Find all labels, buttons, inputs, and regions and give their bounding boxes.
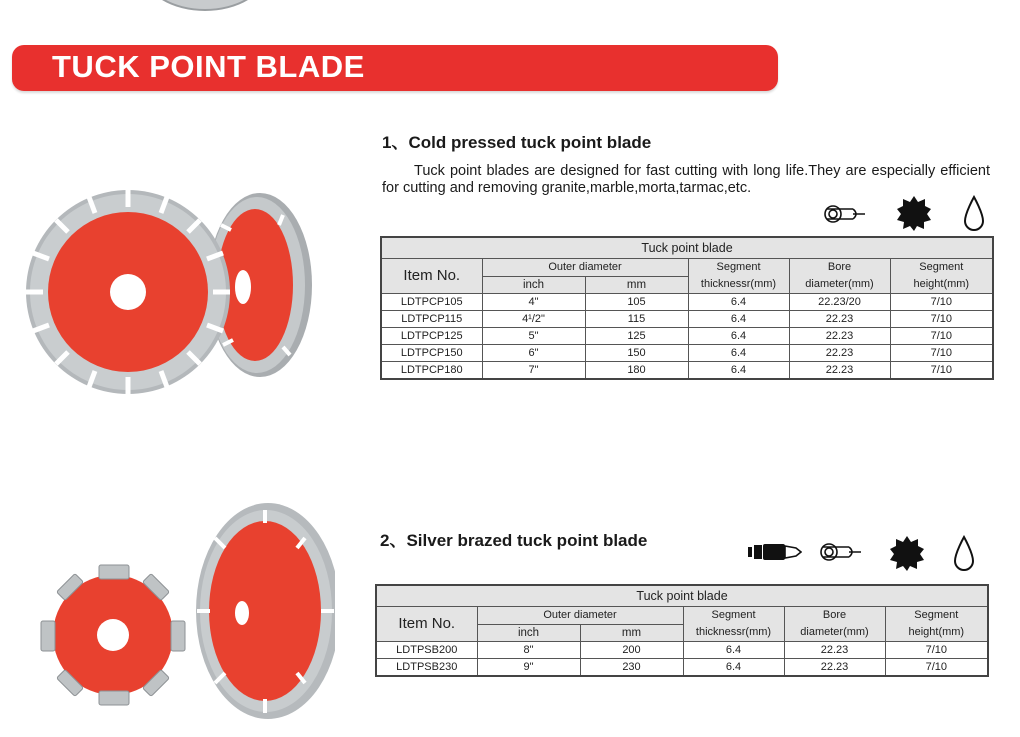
concrete-material-icon: [889, 535, 925, 576]
bore-cell: 22.23: [789, 311, 890, 328]
section1-description: [382, 163, 990, 197]
mm-cell: 115: [585, 311, 688, 328]
mm-header: mm: [585, 276, 688, 294]
table-row: [381, 294, 993, 311]
table-caption: Tuck point blade: [381, 237, 993, 259]
section1-spec-table: [380, 236, 994, 380]
segment-height-header: Segment height(mm): [890, 259, 993, 294]
inch-cell: 9": [477, 659, 580, 677]
mm-cell: 125: [585, 328, 688, 345]
inch-cell: 5": [482, 328, 585, 345]
section2-title: 2、Silver brazed tuck point blade: [380, 531, 648, 550]
bore-cell: 22.23: [784, 642, 885, 659]
thickness-cell: 6.4: [688, 311, 789, 328]
silver-brazed-blade-image: [35, 503, 335, 728]
bore-diameter-header: Bore diameter(mm): [789, 259, 890, 294]
inch-cell: 6": [482, 345, 585, 362]
height-cell: 7/10: [890, 345, 993, 362]
table-row: [381, 362, 993, 380]
bore-cell: 22.23: [789, 345, 890, 362]
section1-title: 1、Cold pressed tuck point blade: [382, 133, 652, 152]
item-cell: LDTPCP105: [381, 294, 482, 311]
table-row: [381, 345, 993, 362]
mm-cell: 105: [585, 294, 688, 311]
concrete-material-icon: [896, 195, 932, 236]
inch-header: inch: [482, 276, 585, 294]
item-cell: LDTPSB230: [376, 659, 477, 677]
bore-cell: 22.23: [789, 328, 890, 345]
inch-cell: 8": [477, 642, 580, 659]
segment-thickness-header: Segment thicknessr(mm): [688, 259, 789, 294]
water-drop-icon: [952, 535, 976, 578]
mm-cell: 180: [585, 362, 688, 380]
section-banner: [12, 45, 778, 91]
table-row: [381, 311, 993, 328]
segment-thickness-header: Segment thicknessr(mm): [683, 607, 784, 642]
outer-diameter-header: Outer diameter: [477, 607, 683, 625]
height-cell: 7/10: [890, 328, 993, 345]
mm-cell: 150: [585, 345, 688, 362]
inch-cell: 7": [482, 362, 585, 380]
cutting-wheel-icon: [823, 203, 867, 230]
thickness-cell: 6.4: [683, 659, 784, 677]
mm-header: mm: [580, 624, 683, 642]
cold-pressed-blade-image: [25, 185, 325, 400]
table-caption: Tuck point blade: [376, 585, 988, 607]
section2-spec-table: [375, 584, 989, 677]
inch-cell: 4¹/2": [482, 311, 585, 328]
height-cell: 7/10: [885, 659, 988, 677]
table-caption-row: [376, 585, 988, 607]
bore-cell: 22.23/20: [789, 294, 890, 311]
thickness-cell: 6.4: [683, 642, 784, 659]
bore-cell: 22.23: [789, 362, 890, 380]
item-cell: LDTPCP180: [381, 362, 482, 380]
inch-header: inch: [477, 624, 580, 642]
item-cell: LDTPSB200: [376, 642, 477, 659]
banner-title: TUCK POINT BLADE: [52, 49, 365, 84]
item-no-header: Item No.: [376, 607, 477, 642]
top-blade-partial-image: [140, 0, 270, 17]
cutting-wheel-icon: [819, 541, 863, 568]
section1-description-text: Tuck point blades are designed for fast cutting with long life.They are especially efficient for cutting and removing granite,marble,morta,tarmac,etc.: [382, 163, 990, 196]
item-no-header: Item No.: [381, 259, 482, 294]
table-caption-row: [381, 237, 993, 259]
table-row: [381, 328, 993, 345]
height-cell: 7/10: [890, 294, 993, 311]
table-row: [376, 642, 988, 659]
outer-diameter-header: Outer diameter: [482, 259, 688, 277]
height-cell: 7/10: [885, 642, 988, 659]
thickness-cell: 6.4: [688, 294, 789, 311]
thickness-cell: 6.4: [688, 328, 789, 345]
height-cell: 7/10: [890, 362, 993, 380]
water-drop-icon: [962, 195, 986, 238]
item-cell: LDTPCP125: [381, 328, 482, 345]
mm-cell: 200: [580, 642, 683, 659]
table-row: [376, 659, 988, 677]
segment-height-header: Segment height(mm): [885, 607, 988, 642]
item-cell: LDTPCP115: [381, 311, 482, 328]
height-cell: 7/10: [890, 311, 993, 328]
inch-cell: 4": [482, 294, 585, 311]
item-cell: LDTPCP150: [381, 345, 482, 362]
mm-cell: 230: [580, 659, 683, 677]
table-header-row: [381, 259, 993, 277]
angle-grinder-icon: [748, 541, 802, 568]
thickness-cell: 6.4: [688, 345, 789, 362]
thickness-cell: 6.4: [688, 362, 789, 380]
table-header-row: [376, 607, 988, 625]
bore-cell: 22.23: [784, 659, 885, 677]
bore-diameter-header: Bore diameter(mm): [784, 607, 885, 642]
